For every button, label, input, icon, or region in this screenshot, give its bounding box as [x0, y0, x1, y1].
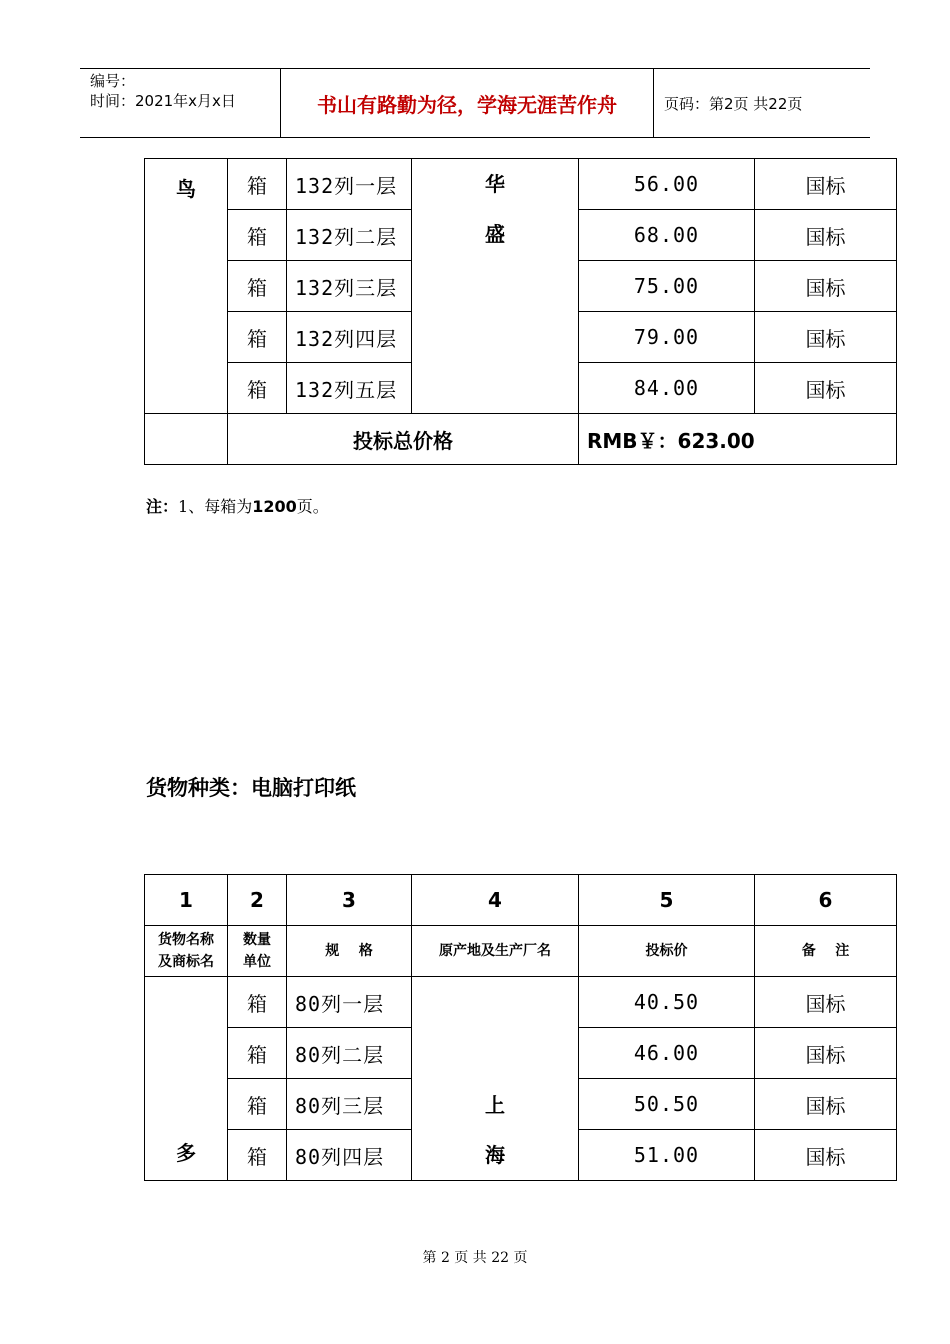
header-origin: 原产地及生产厂名	[412, 926, 579, 977]
total-label: 投标总价格	[228, 414, 579, 465]
spec-cell: 132列三层	[287, 261, 412, 312]
price-cell: 40.50	[579, 977, 755, 1028]
spec-cell: 80列二层	[287, 1028, 412, 1079]
column-number: 6	[755, 875, 897, 926]
unit-cell: 箱	[228, 363, 287, 414]
price-cell: 75.00	[579, 261, 755, 312]
product-name: 多	[176, 1141, 196, 1165]
note-prefix: 注：	[146, 497, 179, 516]
empty-cell	[145, 414, 228, 465]
unit-cell: 箱	[228, 1130, 287, 1181]
unit-cell: 箱	[228, 1028, 287, 1079]
header-name-line2: 及商标名	[158, 954, 214, 970]
remark-cell: 国标	[755, 210, 897, 261]
price-table-1	[144, 158, 897, 465]
note-text-a: 1、每箱为	[178, 497, 253, 516]
document-header	[80, 68, 870, 138]
unit-cell: 箱	[228, 261, 287, 312]
unit-cell: 箱	[228, 1079, 287, 1130]
note-count: 1200	[252, 497, 297, 516]
maker-char: 华	[485, 172, 505, 196]
column-number: 5	[579, 875, 755, 926]
spec-cell: 132列一层	[287, 159, 412, 210]
header-row	[145, 926, 897, 977]
header-spec: 规 格	[287, 926, 412, 977]
remark-cell: 国标	[755, 363, 897, 414]
spec-cell: 80列一层	[287, 977, 412, 1028]
remark-cell: 国标	[755, 1130, 897, 1181]
page-info: 页码：第2页 共22页	[664, 94, 803, 113]
column-number: 2	[228, 875, 287, 926]
unit-cell: 箱	[228, 210, 287, 261]
maker-char: 海	[485, 1143, 505, 1167]
header-meta	[80, 69, 280, 137]
price-cell: 79.00	[579, 312, 755, 363]
section-title: 货物种类：电脑打印纸	[146, 776, 356, 800]
product-name-cell	[145, 977, 228, 1181]
maker-char: 盛	[485, 222, 505, 246]
price-cell: 68.00	[579, 210, 755, 261]
note-text-b: 页。	[296, 497, 329, 516]
remark-cell: 国标	[755, 312, 897, 363]
spec-cell: 132列二层	[287, 210, 412, 261]
table-row	[145, 977, 897, 1028]
remark-cell: 国标	[755, 159, 897, 210]
header-remark: 备 注	[755, 926, 897, 977]
column-number: 4	[412, 875, 579, 926]
price-cell: 46.00	[579, 1028, 755, 1079]
price-table-2	[144, 874, 897, 1181]
table-row	[145, 159, 897, 210]
column-number: 1	[145, 875, 228, 926]
spec-cell: 80列三层	[287, 1079, 412, 1130]
maker-cell	[412, 977, 579, 1181]
spec-cell: 132列四层	[287, 312, 412, 363]
price-cell: 50.50	[579, 1079, 755, 1130]
price-cell: 56.00	[579, 159, 755, 210]
product-name: 鸟	[176, 177, 196, 201]
header-name	[145, 926, 228, 977]
column-number: 3	[287, 875, 412, 926]
remark-cell: 国标	[755, 261, 897, 312]
total-row	[145, 414, 897, 465]
unit-cell: 箱	[228, 159, 287, 210]
total-value: RMB￥：623.00	[579, 414, 897, 465]
motto: 书山有路勤为径，学海无涯苦作舟	[280, 69, 654, 137]
spec-cell: 80列四层	[287, 1130, 412, 1181]
header-price: 投标价	[579, 926, 755, 977]
remark-cell: 国标	[755, 1028, 897, 1079]
number-row	[145, 875, 897, 926]
number-label: 编号：	[90, 72, 136, 90]
page-footer: 第 2 页 共 22 页	[422, 1250, 528, 1266]
unit-cell: 箱	[228, 977, 287, 1028]
header-qty-line2: 单位	[243, 954, 271, 970]
header-qty-line1: 数量	[243, 932, 271, 948]
remark-cell: 国标	[755, 977, 897, 1028]
price-cell: 51.00	[579, 1130, 755, 1181]
header-qty	[228, 926, 287, 977]
unit-cell: 箱	[228, 312, 287, 363]
maker-cell	[412, 159, 579, 414]
time-label: 时间：2021年x月x日	[90, 92, 236, 110]
maker-char: 上	[485, 1093, 505, 1117]
note	[146, 494, 329, 517]
header-name-line1: 货物名称	[158, 932, 214, 948]
price-cell: 84.00	[579, 363, 755, 414]
spec-cell: 132列五层	[287, 363, 412, 414]
product-name-cell	[145, 159, 228, 414]
remark-cell: 国标	[755, 1079, 897, 1130]
